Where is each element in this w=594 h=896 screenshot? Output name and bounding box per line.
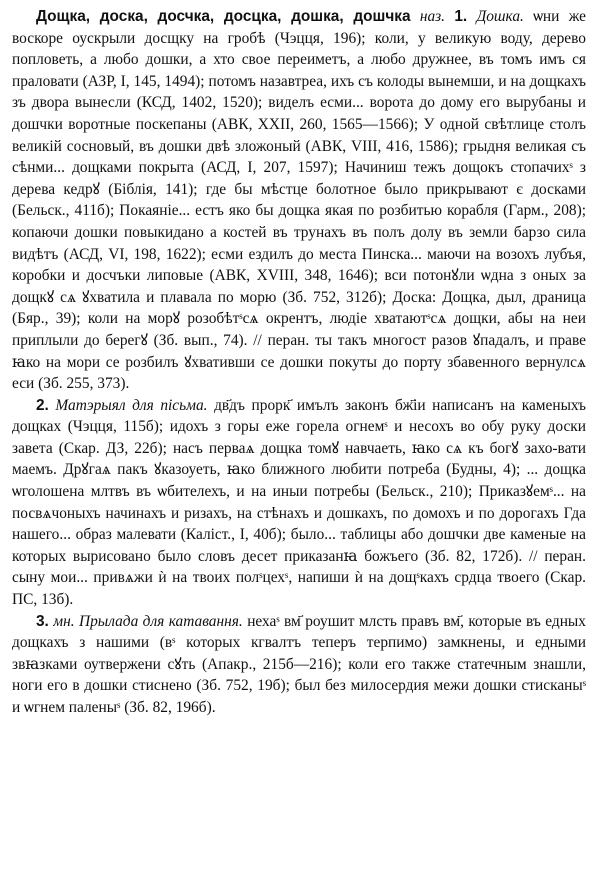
sense-citations: нехаˢ вм҃ роушит млсть правъ вм҃, которые въ едных дощкахъ з нашими (вˢ которых кгвалтъ теперъ терпимо) замкнены, и едными звꙗзками оутвержени сꙋть (Апакр., 215б—216); коли его также статечным знашли, ноги его в дошки стиснено (Зб. 752, 19б); был без милосердия межи дошки стисканыˢ и ѡгнем паленыˢ (Зб. 82, 196б). [12,612,586,716]
sense-citations: ѡни же воскоре оускрыли досщку на гробѣ (Чэцця, 196); коли, у великую воду, дерево попловеть, а любо дошки, а хто свое переиметъ, а любо дружнее, въ томъ имъ ся праловати (АЗР, I, 145, 1494); потомъ назавтреа, ихъ съ колоды вынемши, и на дощкахъ зъ двора вынесли (КСД, 1402, 1520); виделъ есми... ворота до дому его вырубаны и дошчки воротные поскепаны (АВК, XXII, 260, 1565—1566); У одной свѣтлице столъ великій сосновый, въ дошки двѣ зложоный (АВК, VIII, 416, 1586); грыдня великая съ сѣнми... дощками покрыта (АСД, I, 207, 1597); Начиниш тежъ дощокъ стопачихˢ з дерева кедрꙋ (Біблія, 141); где бы мѣстце болотное было прикрывают є досками (Бельск., 411б); Покаяніе... естъ яко бы дощка якая по розбитью корабля (Гарм., 208); копаючи дошки повыкидано а костей въ трунахъ въ полъ долу въ земли барзо сила видѣтъ (АСД, VI, 198, 1622); есми ездилъ до места Пинска... маючи на возохъ лубъя, коробки и досчъки липовые (АВК, XVIII, 348, 1646); вси потонꙋли ѡдна з оных за дощкꙋ сѧ ꙋхватила и плавала по морю (Зб. 752, 312б); Доска: Дощка, дыл, драница (Бяр., 39); коли на морꙋ розобѣтˢсѧ окрентъ, людіе хватаютˢсѧ дощки, абы на неи приплыли до берегꙋ (Зб. вып., 74). // перан. ты такъ многост разов ꙋпадалъ, и праве ꙗко на мори се розбилъ ꙋхвативши се дошки покуты до порту збавенного вернулсѧ еси (Зб. 255, 373). [12,8,586,393]
headword: Дощка, доска, досчка, досцка, дошка, дошчка [36,8,411,25]
sense-1 [12,6,586,395]
sense-number: 3. [36,612,49,630]
sense-definition: Матэрыял для пісьма. [55,396,208,414]
sense-number: 1. [454,8,468,25]
sense-citations: дв҃дъ прорк҃ имълъ законъ бж҃іи написанъ на каменыхъ дощках (Чэцця, 115б); идохъ з горы еже горела огнемˢ и несохъ во обу руку доски завета (Скар. ДЗ, 22б); насъ перваѧ дощка томꙋ навчаеть, ꙗко сѧ къ богꙋ захо-вати маемъ. Дрꙋгаѧ пакъ ꙋказоуеть, ꙗко ближного любити потреба (Будны, 4); ... дощка ѡголошена млтвъ въ ѡбителехъ, и на иныи потребы (Бельск., 210); Приказꙋемˢ... на посвѧчоныхъ начинахъ и ризахъ, на стѣнахъ и дошкахъ, по домохъ и по дорогахъ Гда нашего... образ малевати (Каліст., I, 40б); было... таблицы або дошчки две каменые на которых вырисовано было словъ десет приказанꙗ божъего (Зб. 82, 172б). // перан. сыну мои... привѧжи ѝ на твоих полˢцехˢ, напиши ѝ на дощˢкахъ срдца твоего (Скар. ПС, 13б). [12,396,587,609]
sense-3 [12,611,586,719]
sense-definition: мн. Прылада для катавання. [53,612,243,630]
sense-2 [12,395,586,611]
grammar-label: наз. [419,8,446,25]
sense-definition: Дошка. [476,8,524,25]
sense-number: 2. [36,396,49,414]
